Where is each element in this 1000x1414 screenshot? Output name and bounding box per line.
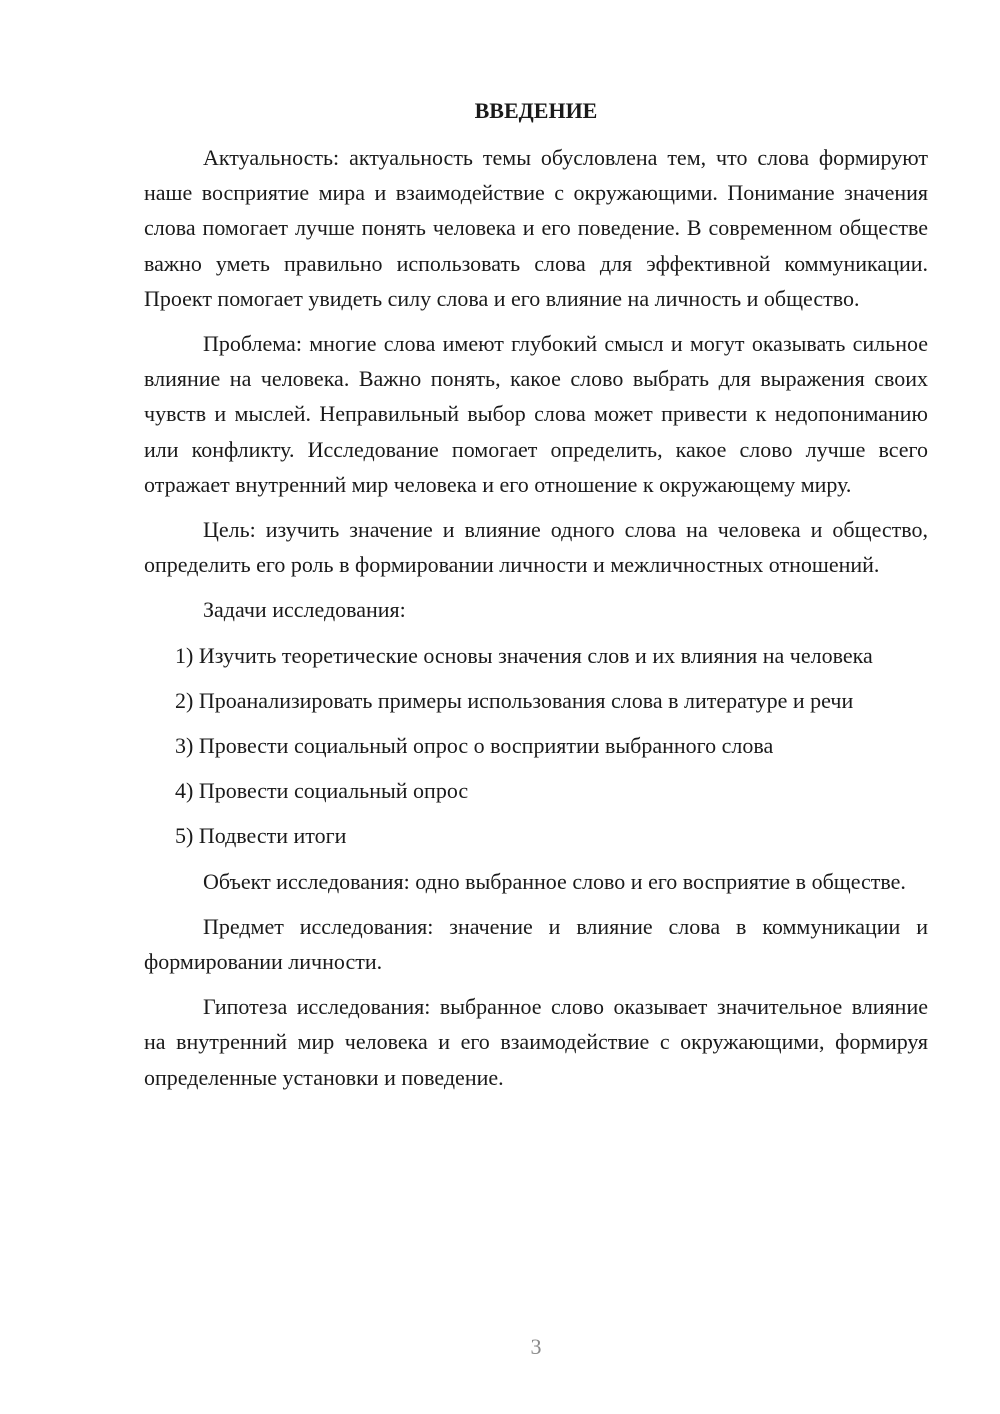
page-number: 3 [530,1334,542,1359]
section-title: ВВЕДЕНИЕ [474,98,598,123]
paragraph-subject: Предмет исследования: значение и влияние слова в коммуникации и формировании личности. [144,913,928,975]
page-content [144,96,928,1105]
task-item-3: 3) Провести социальный опрос о восприятии выбранного слова [175,733,774,759]
paragraph-tasks-heading: Задачи исследования: [203,597,406,623]
paragraph-goal: Цель: изучить значение и влияние одного слова на человека и общество, определить его роль в формировании личности и межличностных отношений. [144,517,928,578]
paragraph-relevance: Актуальность: актуальность темы обусловлена тем, что слова формируют наше восприятие мира и взаимодействие с окружающими. Понимание значения слова помогает лучше понять человека и его поведение. В современном обществе важно уметь правильно использовать слова для эффективной коммуникации. Проект помогает увидеть силу слова и его влияние на личность и общество. [144,145,928,311]
paragraph-problem: Проблема: многие слова имеют глубокий смысл и могут оказывать сильное влияние на человека. Важно понять, какое слово выбрать для выражения своих чувств и мыслей. Неправильный выбор слова может привести к недопониманию или конфликту. Исследование помогает определить, какое слово лучше всего отражает внутренний мир человека и его отношение к окружающему миру. [144,331,928,497]
task-item-5: 5) Подвести итоги [175,823,347,849]
paragraph-hypothesis: Гипотеза исследования: выбранное слово оказывает значительное влияние на внутренний мир человека и его взаимодействие с окружающими, формируя определенные установки и поведение. [144,994,928,1090]
paragraph-object: Объект исследования: одно выбранное слово и его восприятие в обществе. [203,868,906,894]
task-item-2: 2) Проанализировать примеры использования слова в литературе и речи [175,687,854,713]
task-item-4: 4) Провести социальный опрос [175,778,469,804]
task-item-1: 1) Изучить теоретические основы значения слов и их влияния на человека [175,642,873,668]
